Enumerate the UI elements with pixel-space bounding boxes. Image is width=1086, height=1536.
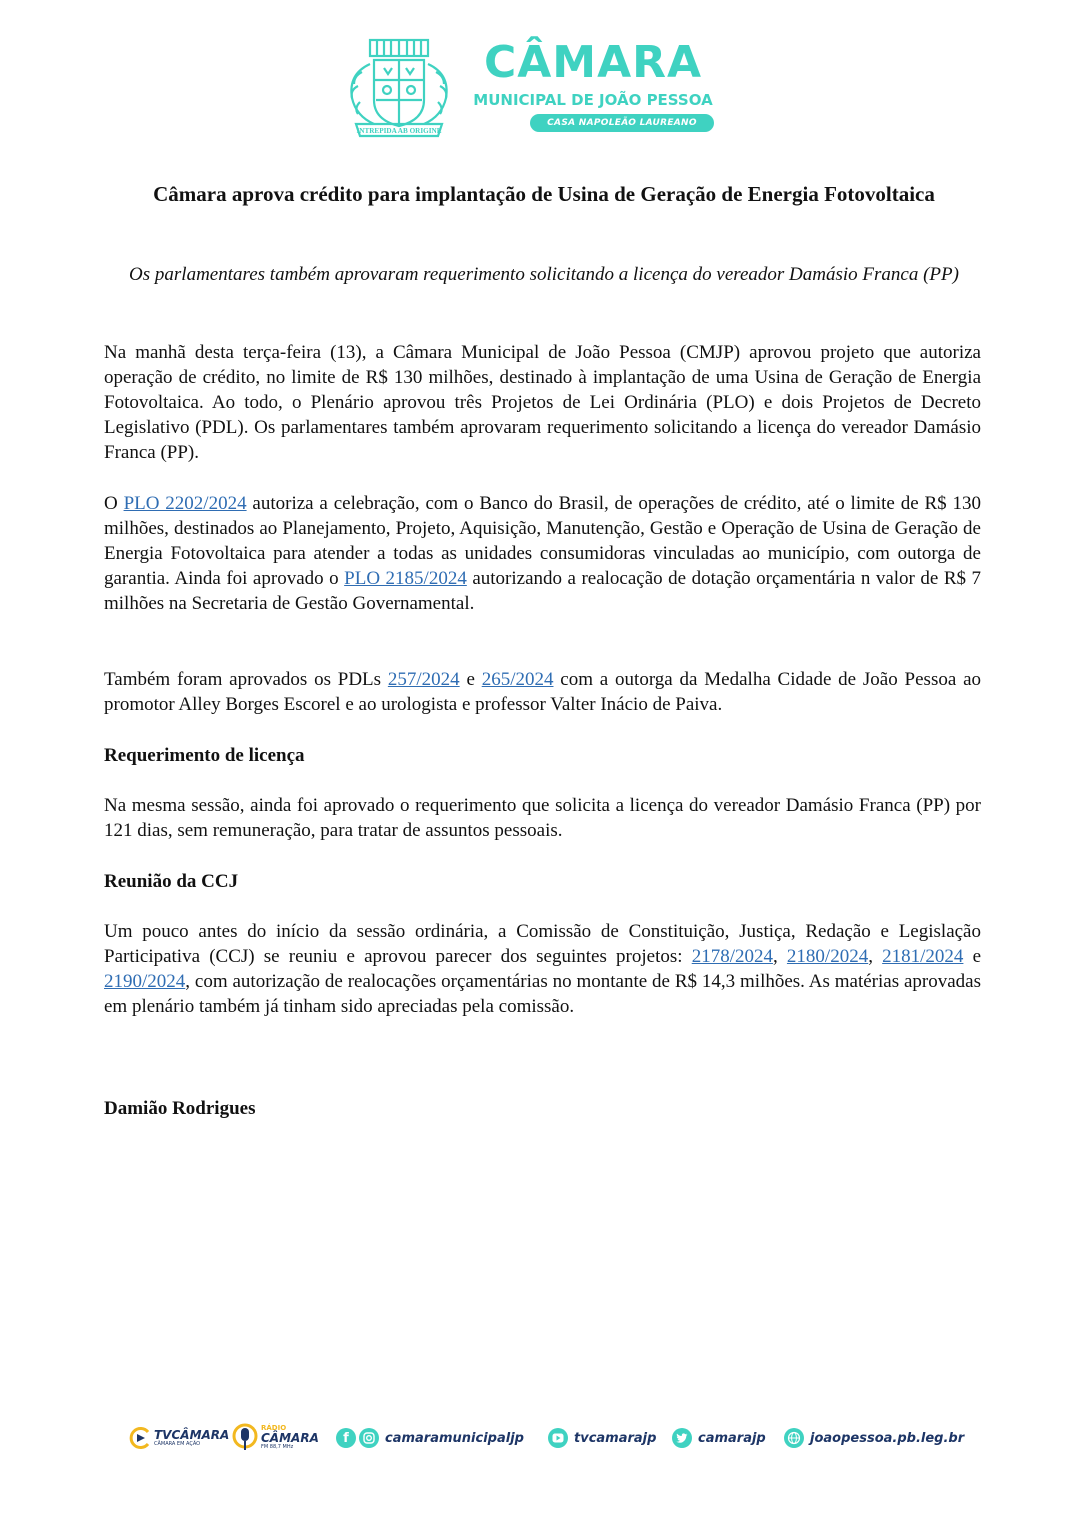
- globe-icon: [784, 1428, 804, 1448]
- text-span: autoriza a celebração, com o Banco do Brasil, de operações de crédito, até o limite de R$ 130 milhões, destinados ao Planejamento, Projeto, Aquisição, Manutenção, Gestão e Operação de Usina de Geração de Energia Fotovoltaica para atender a todas as unidades consumidoras vinculadas ao município, com outorga de garantia. Ainda foi aprovado o: [104, 493, 981, 589]
- tv-camara-logo[interactable]: [128, 1418, 229, 1458]
- radio-camara-name: CÂMARA: [261, 1431, 319, 1445]
- tv-icon: [128, 1426, 152, 1450]
- facebook-icon: f: [336, 1428, 356, 1448]
- twitter-icon: [672, 1428, 692, 1448]
- website-url: joaopessoa.pb.leg.br: [810, 1430, 965, 1446]
- logo-subtitle: MUNICIPAL DE JOÃO PESSOA: [473, 91, 713, 109]
- logo-name: CÂMARA: [483, 37, 703, 88]
- link-2181[interactable]: 2181/2024: [882, 946, 964, 967]
- youtube-handle: tvcamarajp: [574, 1430, 657, 1446]
- radio-frequency: FM 88,7 MHz: [261, 1444, 294, 1450]
- text-span: com a outorga da Medalha Cidade de João Pessoa ao promotor Alley Borges Escorel e ao urologista e professor Valter Inácio de Paiva.: [104, 669, 982, 715]
- logo-tagline: CASA NAPOLEÃO LAUREANO: [530, 114, 714, 132]
- heading-requerimento: Requerimento de licença: [104, 745, 305, 766]
- paragraph-licenca: Na mesma sessão, ainda foi aprovado o requerimento que solicita a licença do vereador Damásio Franca (PP) por 121 dias, sem remuneração, para tratar de assuntos pessoais.: [104, 795, 981, 841]
- link-2180[interactable]: 2180/2024: [786, 946, 869, 967]
- author-name: Damião Rodrigues: [104, 1098, 256, 1119]
- instagram-icon: [359, 1428, 379, 1448]
- twitter-handle: camarajp: [698, 1430, 766, 1446]
- header-logo: [340, 34, 720, 142]
- text-span: , com autorização de realocações orçamentárias no montante de R$ 14,3 milhões. As matérias aprovadas em plenário também já tinham sido apreciadas pela comissão.: [104, 971, 981, 1017]
- text-span: e: [459, 669, 482, 690]
- website-link[interactable]: [784, 1418, 964, 1458]
- text-span: Um pouco antes do início da sessão ordinária, a Comissão de Constituição, Justiça, Redação e Legislação Participativa (CCJ) se reuniu e aprovou parecer dos seguintes projetos:: [104, 921, 981, 967]
- paragraph-pdl: [104, 667, 981, 717]
- coat-of-arms-icon: [340, 34, 458, 138]
- microphone-icon: [232, 1423, 258, 1453]
- link-plo-2185[interactable]: PLO 2185/2024: [344, 568, 467, 589]
- link-2190[interactable]: 2190/2024: [104, 971, 186, 992]
- article-title: Câmara aprova crédito para implantação de Usina de Geração de Energia Fotovoltaica: [153, 182, 935, 206]
- paragraph-intro: Na manhã desta terça-feira (13), a Câmara Municipal de João Pessoa (CMJP) aprovou projeto que autoriza operação de crédito, no limite de R$ 130 milhões, destinado à implantação de uma Usina de Geração de Energia Fotovoltaica. Ao todo, o Plenário aprovou três Projetos de Lei Ordinária (PLO) e dois Projetos de Decreto Legislativo (PDL). Os parlamentares também aprovaram requerimento solicitando a licença do vereador Damásio Franca (PP).: [104, 342, 981, 463]
- social-handle: camaramunicipaljp: [385, 1430, 524, 1446]
- link-2178[interactable]: 2178/2024: [691, 946, 773, 967]
- text-span: ,: [772, 946, 787, 967]
- radio-label: RÁDIO: [261, 1424, 287, 1432]
- text-span: O: [104, 493, 124, 514]
- youtube-icon: [548, 1428, 568, 1448]
- article-subtitle: Os parlamentares também aprovaram requerimento solicitando a licença do vereador Damásio Franca (PP): [129, 264, 959, 285]
- social-facebook-instagram[interactable]: [336, 1418, 524, 1458]
- social-youtube[interactable]: [548, 1418, 656, 1458]
- text-span: Também foram aprovados os PDLs: [104, 669, 388, 690]
- footer-bar: [128, 1418, 978, 1458]
- seal-motto: INTREPIDA AB ORIGINE: [356, 127, 442, 135]
- tv-camara-tagline: CÂMARA EM AÇÃO: [154, 1440, 201, 1447]
- link-plo-2202[interactable]: PLO 2202/2024: [123, 493, 247, 514]
- heading-ccj: Reunião da CCJ: [104, 871, 239, 892]
- text-span: autorizando a realocação de dotação orçamentária n valor de R$ 7 milhões na Secretaria de Gestão Governamental.: [104, 568, 981, 614]
- radio-camara-logo[interactable]: [232, 1418, 319, 1458]
- link-pdl-257[interactable]: 257/2024: [387, 669, 460, 690]
- paragraph-plo: [104, 491, 981, 616]
- text-span: ,: [868, 946, 883, 967]
- link-pdl-265[interactable]: 265/2024: [481, 669, 554, 690]
- social-twitter[interactable]: [672, 1418, 766, 1458]
- tv-camara-name: TVCÂMARA: [154, 1427, 230, 1442]
- text-span: e: [963, 946, 982, 967]
- paragraph-ccj: [104, 919, 981, 1019]
